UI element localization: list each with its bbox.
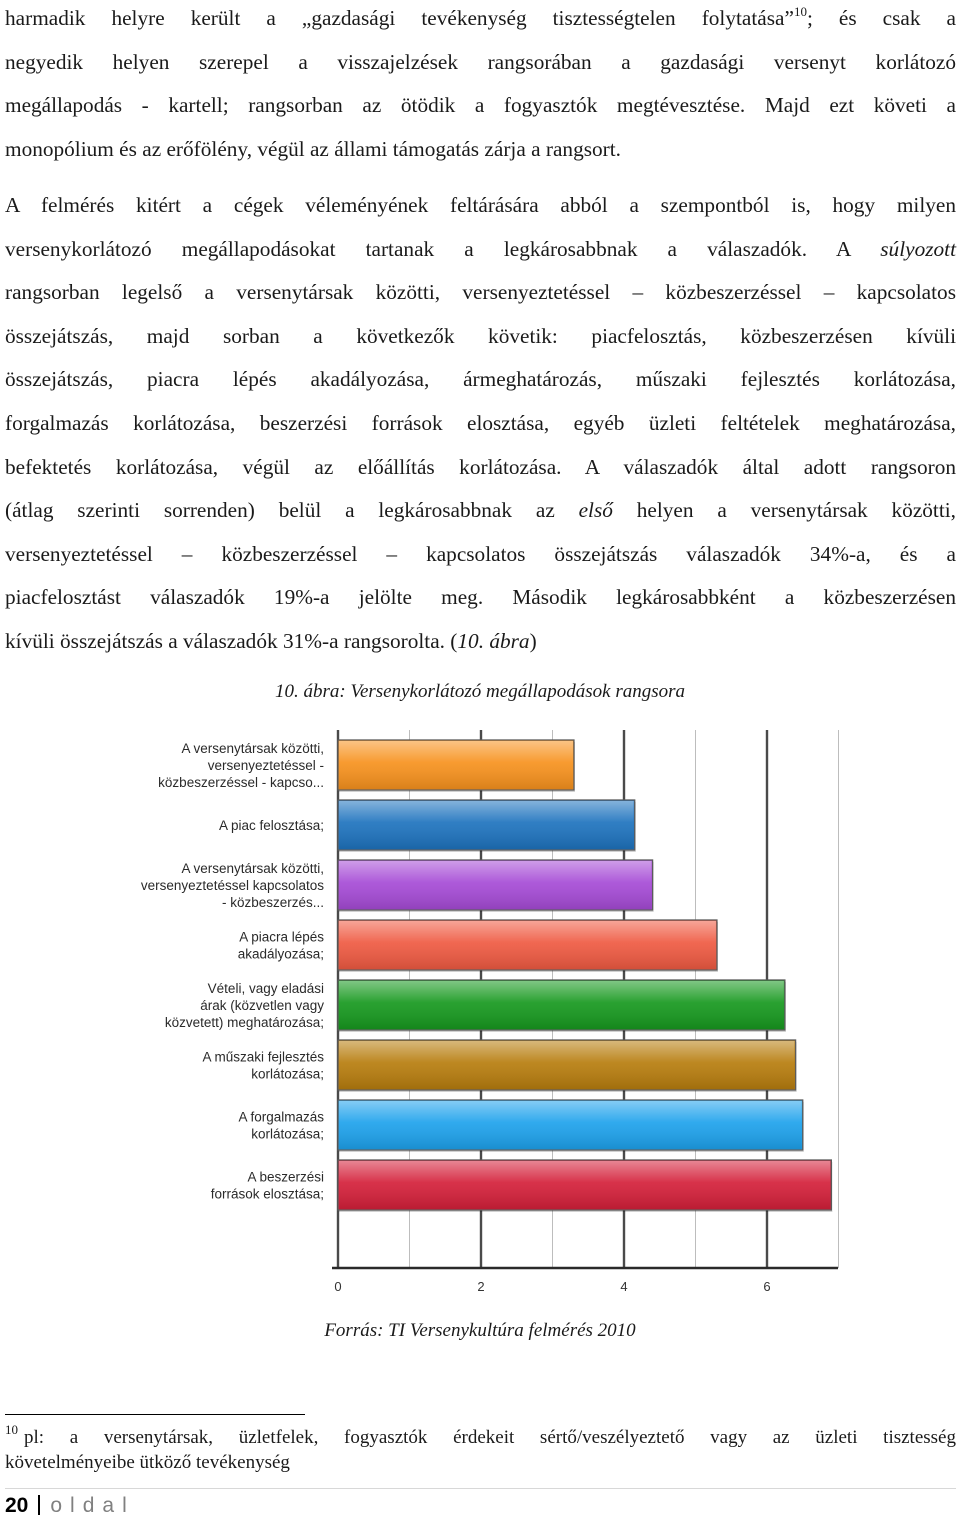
paragraph-1-line: monopólium és az erőfölény, végül az állami támogatás zárja a rangsort. (5, 136, 621, 161)
paragraph-2-line: versenykorlátozó megállapodásokat tartanak a legkárosabbnak a válaszadók. A súlyozott (5, 236, 956, 261)
category-label: közvetett) meghatározása; (164, 1015, 324, 1030)
paragraph-2 (5, 184, 956, 664)
bar-highlight (339, 921, 716, 969)
footnote-line: $^{10}$ pl: a versenytársak, üzletfelek, fogyasztók érdekeit sértő/veszélyeztető vagy az üzleti tisztesség (5, 1422, 956, 1448)
paragraph-2-line: forgalmazás korlátozása, beszerzési források elosztása, egyéb üzleti feltételek meghatározása, (5, 410, 956, 435)
footnote (5, 1422, 956, 1475)
footer-separator (5, 1488, 956, 1489)
category-label: árak (közvetlen vagy (200, 998, 324, 1013)
figure-caption: 10. ábra: Versenykorlátozó megállapodások rangsora (274, 681, 686, 702)
figure-source: Forrás: TI Versenykultúra felmérés 2010 (324, 1320, 636, 1341)
paragraph-2-line: befektetés korlátozása, végül az előállítás korlátozása. A válaszadók által adott rangsoron (5, 454, 956, 479)
footnote-ref[interactable]: 10 (793, 4, 807, 19)
bar-highlight (339, 1161, 830, 1209)
footnote-line: követelményeibe ütköző tevékenység (5, 1452, 290, 1473)
x-tick-label: 4 (620, 1279, 628, 1294)
footnote-number: 10 (5, 1422, 18, 1437)
category-label: források elosztása; (210, 1186, 324, 1202)
paragraph-1 (5, 0, 956, 171)
category-label: közbeszerzéssel - kapcso... (158, 775, 324, 790)
category-label: akadályozása; (237, 946, 324, 962)
paragraph-2-line: kívüli összejátszás a válaszadók 31%-a rangsorolta. (10. ábra) (5, 628, 537, 653)
category-label: A piacra lépés (239, 929, 324, 945)
category-label: korlátozása; (251, 1066, 324, 1082)
paragraph-2-line: versenyeztetéssel – közbeszerzéssel – kapcsolatos összejátszás válaszadók 34%-a, és a (5, 541, 956, 566)
page-footer (5, 1494, 135, 1518)
bar-chart-svg (140, 720, 860, 1300)
x-tick-label: 2 (477, 1279, 485, 1294)
bar-highlight (339, 981, 784, 1029)
footnote-separator (5, 1414, 305, 1415)
category-label: A versenytársak közötti, (181, 861, 324, 876)
paragraph-1-line: negyedik helyen szerepel a visszajelzések rangsorában a gazdasági versenyt korlátozó (5, 49, 956, 74)
category-label: A forgalmazás (238, 1109, 324, 1125)
bar-highlight (339, 1101, 802, 1149)
paragraph-2-line: összejátszás, majd sorban a következők követik: piacfelosztás, közbeszerzésen kívüli (5, 323, 956, 348)
bar-highlight (339, 801, 634, 849)
footer-divider (38, 1495, 40, 1515)
bar-highlight (339, 741, 573, 789)
paragraph-2-line: piacfelosztást válaszadók 19%-a jelölte meg. Második legkárosabbként a közbeszerzésen (5, 585, 956, 610)
bar-chart (140, 720, 860, 1300)
category-label: A piac felosztása; (218, 818, 324, 833)
bar-highlight (339, 861, 652, 909)
category-label: A beszerzési (247, 1169, 324, 1185)
category-label: A műszaki fejlesztés (202, 1049, 324, 1065)
paragraph-2-line: (átlag szerinti sorrenden) belül a legkárosabbnak az első helyen a versenytársak közötti, (5, 498, 957, 523)
category-label: A versenytársak közötti, (181, 741, 324, 756)
page-number: 20 (5, 1494, 29, 1517)
category-label: korlátozása; (251, 1126, 324, 1142)
category-label: Vételi, vagy eladási (207, 981, 324, 996)
footer-word: oldal (50, 1494, 135, 1517)
category-label: - közbeszerzés... (221, 895, 324, 910)
paragraph-1-line: harmadik helyre került a „gazdasági tevékenység tisztességtelen folytatása”$^{10}$; és csak a (5, 4, 956, 30)
bar-highlight (339, 1041, 795, 1089)
x-tick-label: 6 (763, 1279, 771, 1294)
paragraph-2-line: A felmérés kitért a cégek véleményének feltárására abból a szempontból is, hogy milyen (5, 193, 956, 217)
category-label: versenyeztetéssel - (207, 758, 324, 773)
paragraph-2-line: összejátszás, piacra lépés akadályozása, ármeghatározás, műszaki fejlesztés korlátozása, (5, 367, 956, 392)
category-label: versenyeztetéssel kapcsolatos (140, 878, 324, 893)
paragraph-2-line: rangsorban legelső a versenytársak közötti, versenyeztetéssel – közbeszerzéssel – kapcsolatos (5, 280, 956, 305)
x-tick-label: 0 (334, 1279, 342, 1294)
paragraph-1-line: megállapodás - kartell; rangsorban az ötödik a fogyasztók megtévesztése. Majd ezt követi a (5, 93, 956, 118)
